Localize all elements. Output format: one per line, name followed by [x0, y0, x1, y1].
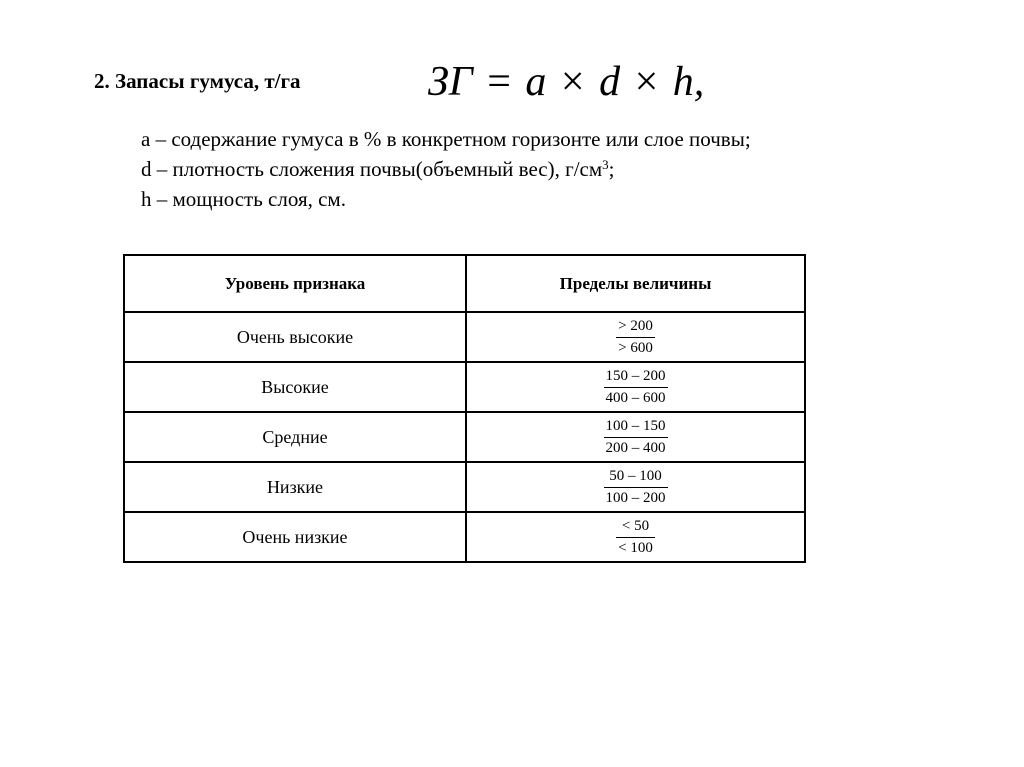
range-denominator: > 600: [618, 339, 653, 356]
header-level: Уровень признака: [124, 255, 466, 312]
level-cell: Очень высокие: [124, 312, 466, 362]
definition-h: h – мощность слоя, см.: [141, 187, 346, 211]
range-cell: [466, 312, 805, 362]
humus-levels-table: [123, 254, 806, 563]
range-numerator: 150 – 200: [604, 367, 668, 388]
range-cell: [466, 362, 805, 412]
table-row: [124, 512, 805, 562]
range-fraction: [604, 467, 668, 508]
humus-formula: [428, 57, 704, 107]
formula-equals: =: [487, 59, 511, 105]
range-cell: [466, 412, 805, 462]
table-row: [124, 362, 805, 412]
range-cell: [466, 462, 805, 512]
range-cell: [466, 512, 805, 562]
formula-comma: ,: [693, 59, 705, 105]
range-denominator: 400 – 600: [605, 389, 666, 406]
definition-d-tail: ;: [608, 157, 615, 181]
variable-definitions: [141, 124, 751, 214]
formula-times-1: ×: [560, 59, 585, 105]
header-range: Пределы величины: [466, 255, 805, 312]
formula-var-h: h: [672, 59, 694, 105]
formula-var-a: a: [525, 59, 547, 105]
table-row: [124, 412, 805, 462]
formula-var-d: d: [599, 59, 621, 105]
range-numerator: 100 – 150: [604, 417, 668, 438]
range-numerator: < 50: [616, 517, 655, 538]
level-cell: Низкие: [124, 462, 466, 512]
range-numerator: > 200: [616, 317, 655, 338]
table-row: [124, 462, 805, 512]
range-denominator: 100 – 200: [605, 489, 666, 506]
range-fraction: [616, 317, 655, 358]
range-numerator: 50 – 100: [604, 467, 668, 488]
range-fraction: [604, 417, 668, 458]
table-header-row: [124, 255, 805, 312]
definition-d-superscript: 3: [602, 157, 609, 172]
slide-title: 2. Запасы гумуса, т/га: [94, 69, 301, 93]
range-denominator: 200 – 400: [605, 439, 666, 456]
level-cell: Высокие: [124, 362, 466, 412]
level-cell: Средние: [124, 412, 466, 462]
range-fraction: [616, 517, 655, 558]
range-denominator: < 100: [618, 539, 653, 556]
definition-d-text: d – плотность сложения почвы(объемный вес), г/см: [141, 157, 603, 181]
formula-lhs: ЗГ: [428, 59, 473, 105]
range-fraction: [604, 367, 668, 408]
table-row: [124, 312, 805, 362]
formula-times-2: ×: [634, 59, 659, 105]
definition-a: a – содержание гумуса в % в конкретном горизонте или слое почвы;: [141, 127, 751, 151]
level-cell: Очень низкие: [124, 512, 466, 562]
definition-d: [141, 154, 751, 184]
